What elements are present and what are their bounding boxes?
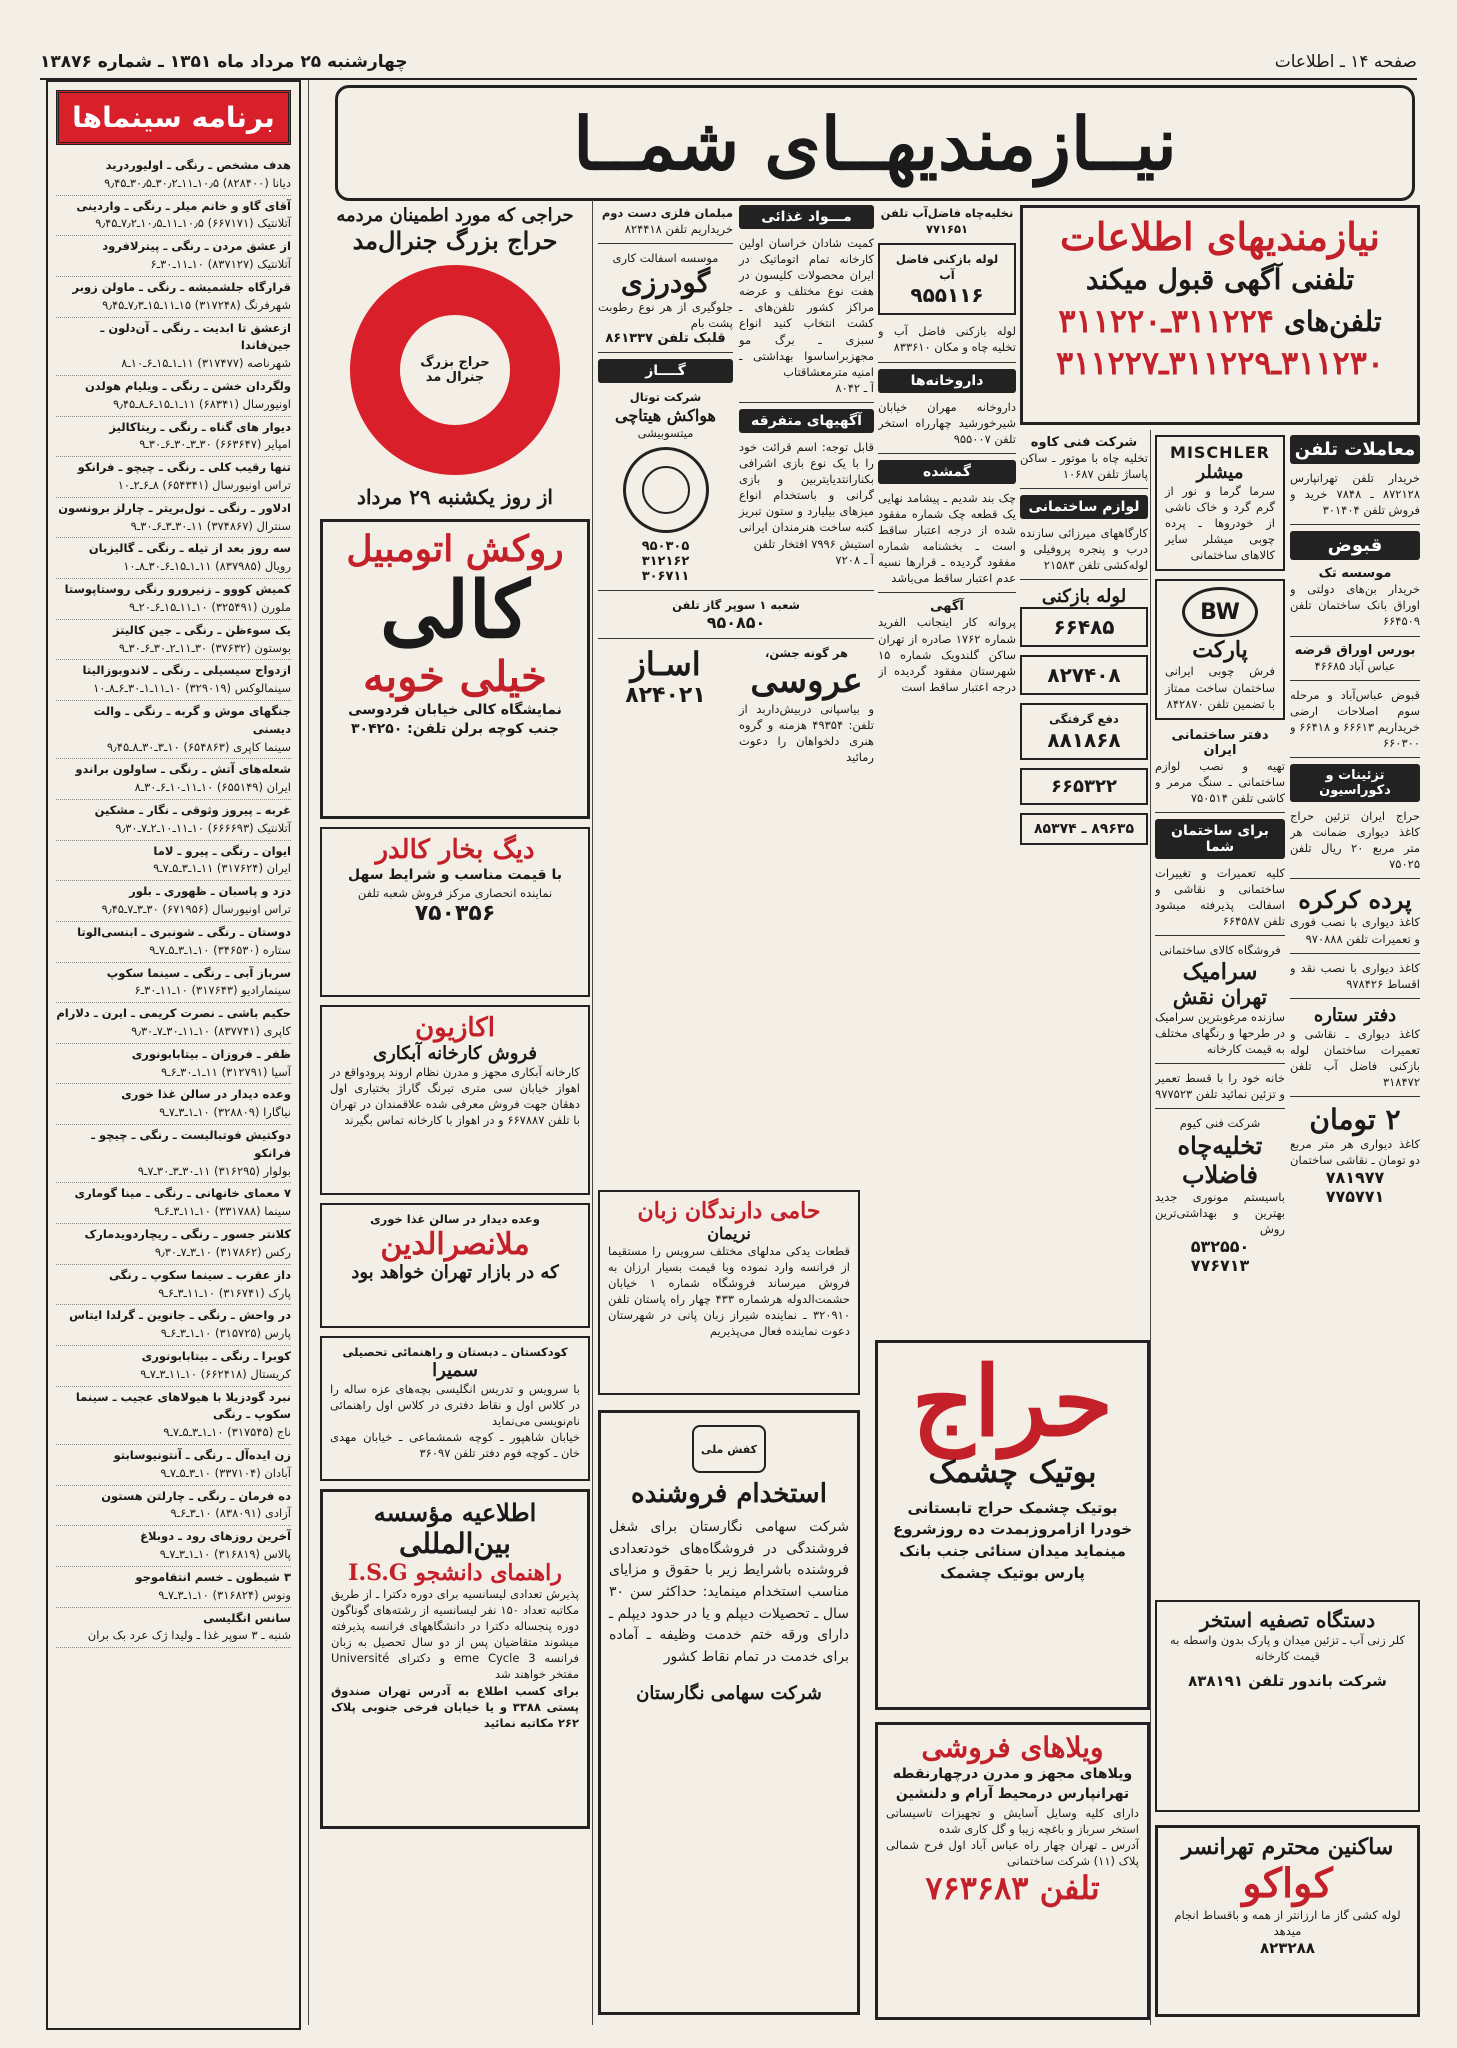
cinema-item-times: پارس (۳۱۵۷۲۵) ۱۰ـ۱ـ۳ـ۶ـ۹ <box>160 1326 291 1341</box>
cinema-item-times: سینما (۳۳۱۷۸۸) ۱۰ـ۱۱ـ۳ـ۶ـ۹ <box>154 1204 291 1219</box>
cinema-item-title: آقای گاو و خانم میلر ـ رنگی ـ واردینی <box>76 198 291 213</box>
cinema-item-times: سینمارادیو (۳۱۷۶۴۳) ۱۰ـ۱۱ـ۳۰ـ۶ <box>134 983 291 998</box>
section-banner <box>335 85 1415 201</box>
cinema-item-times: امپایر (۶۶۳۶۴۷) ۳۰ـ۳ـ۳۰ـ۶ـ۳۰ـ۹ <box>139 437 291 452</box>
cinema-item <box>56 1224 291 1265</box>
cinema-item-title: ادلاور ـ رنگی ـ نول‌بریتر ـ چارلز برونسون <box>58 500 291 515</box>
mischler-body: سرما گرما و نور از گرم گرد و خاک ناشی از خودروها ـ پرده چوبی میشلر سایر کالاهای ساختمانی <box>1165 484 1275 563</box>
fan-icon <box>623 447 709 533</box>
cinema-item <box>56 498 291 539</box>
calder-phone: ۷۵۰۳۵۶ <box>414 901 496 927</box>
rest-branch-title: شعبه ۱ سوپر گاز تلفن <box>672 597 800 612</box>
pipe5-phone: ۶۶۵۳۲۲ <box>1051 775 1117 797</box>
column-3 <box>878 205 1016 1465</box>
deco-header: تزئینات و دکوراسیون <box>1290 764 1420 802</box>
cinema-item-times: شنبه ـ ۳ سوپر غذا ـ ولیدا ژک عرد بک بران <box>87 1628 291 1643</box>
cinema-item-times: ایران (۶۵۵۱۴۹) ۱۰ـ۱۱ـ۱۰ـ۶ـ۳۰ـ۸ <box>134 780 291 795</box>
cinema-item <box>56 1387 291 1445</box>
boutique-sub: بوتیک چشمک <box>928 1454 1097 1490</box>
cinema-item <box>56 800 291 841</box>
pool-ad <box>1155 1600 1420 1820</box>
boutique-body: بوتیک چشمک حراج تابستانی خودرا ازامروزبمدت ده روزشروع مینماید میدان سنائی جنب بانک پارس بوتیک چشمک <box>892 1498 1133 1582</box>
kali-address2: جنب کوچه برلن تلفن: ۳۰۴۲۵۰ <box>351 721 559 738</box>
kindergarten-name: سمیرا <box>432 1360 478 1382</box>
cinema-item-title: زن ایده‌آل ـ رنگی ـ آنتونیوسابتو <box>113 1448 291 1462</box>
well-sub: شرکت فنی کیوم <box>1179 1115 1261 1130</box>
pipe4-phone: ۸۸۱۸۶۸ <box>1047 727 1121 752</box>
elephant-logo: کفش ملی <box>692 1425 766 1473</box>
cinema-title: برنامه سینماها <box>56 90 291 145</box>
cinema-item-title: غربه ـ پیروز وثوقی ـ نگار ـ مشکین <box>94 803 291 817</box>
build-header: برای ساختمان شما <box>1155 819 1285 859</box>
cinema-item-times: سنترال (۳۷۴۸۶۷) ۱۱ـ۳۰ـ۳ـ۶ـ۳۰ـ۹ <box>130 518 291 533</box>
food-body: کمیت شادان خراسان اولین کارخانه تمام اتوماتیک در ایران محصولات کلیسون در هفت نوع مختلف و عرضه مراکز کشور تلفن‌های ـ کشت انتخاب کنید انواع سبزی ـ برگ مو مجهزبراساسوا بهداشتی ـ امنیه مترمعشاقتاب <box>739 236 874 379</box>
cinema-item-title: دزد و پاسبان ـ ظهوری ـ بلور <box>129 884 291 899</box>
cinema-item-title: ازدواج سیسیلی ـ رنگی ـ لاندوبوزالیتا <box>82 663 291 678</box>
cinema-item-title: هدف مشخص ـ رنگی ـ اولیوردرید <box>105 158 291 172</box>
cinema-item-times: کریستال (۶۶۲۴۱۸) ۱۰ـ۱۱ـ۳ـ۷ـ۹ <box>140 1366 291 1381</box>
cinema-item-title: ۳ شیطون ـ خسم انتقاموجو <box>135 1569 291 1584</box>
cinema-item <box>56 1305 291 1346</box>
column-rule <box>592 200 593 2025</box>
cinema-item-title: سرباز آبی ـ رنگی ـ سینما سکوپ <box>106 965 291 980</box>
gas-phone-3: ۳۰۶۷۱۱ <box>641 568 690 584</box>
well-title2: فاضلاب <box>1181 1160 1259 1190</box>
parket-body: فرش چوبی ایرانی ساختمان ساخت ممتاز با تضمین تلفن ۸۴۲۸۷۰ <box>1165 664 1275 711</box>
cinema-item-title: تنها رقیب کلی ـ رنگی ـ چیچو ـ فرانکو <box>77 460 291 475</box>
ceramic-title: سرامیک <box>1182 958 1258 985</box>
cinema-item-times: ملورن (۳۲۵۴۹۱) ۱۰ـ۱۱ـ۱۵ـ۶ـ۲۰ـ۹ <box>129 599 291 614</box>
cinema-item <box>56 1003 291 1044</box>
boutique-title: حراج <box>912 1345 1113 1458</box>
cinema-item-times: تراس اونیورسال (۶۵۴۳۴۱) ۸ـ۶ـ۲ـ۱۰ <box>117 478 291 492</box>
cinema-item-title: شعله‌های آتش ـ رنگی ـ ساولون براندو <box>75 762 291 777</box>
banner-title: نیــازمندیهــای شمــا <box>573 100 1177 186</box>
villa-address: آدرس ـ تهران چهار راه عباس آباد اول فرح شمالی پلاک (۱۱) شرکت ساختمانی <box>886 1837 1139 1868</box>
pharma-body: داروخانه مهران خیابان شیرخورشید چهارراه استخر تلفن ۹۵۵۰۰۷ <box>878 399 1016 446</box>
cinema-item <box>56 1346 291 1387</box>
cinema-item-times: بوستون (۳۷۶۳۲) ۳۰ـ۱۱ـ۲ـ۳۰ـ۶ـ۳۰ـ۹ <box>118 640 291 655</box>
calder-brand: دیگ بخار کالدر <box>375 835 535 865</box>
cinema-item <box>56 417 291 458</box>
cinema-item-title: آخرین روزهای رود ـ دوبلاغ <box>140 1529 291 1544</box>
wall-body: کاغذ دیواری با نصب فوری و تعمیرات تلفن ۹۷۰۸۸۸ <box>1290 915 1420 946</box>
godarzi-top: موسسه اسفالت کاری <box>612 251 719 266</box>
cinema-item <box>56 196 291 237</box>
recruit-body: شرکت سهامی نگارستان برای شغل فروشندگی در فروشگاه‌های خودتعدادی فروشنده باشرایط زیر با حقوق و مزایای مناسب استخدام مینماید: حداکثر سن ۳۰ سال ـ تحصیلات دیپلم و یا در حدود دیپلم ـ دارای ورقه ختم خدمت وظیفه ـ آماده برای خدمت در تمام نقاط کشور <box>609 1519 849 1666</box>
cinema-item-times: ایران (۳۱۷۶۲۴) ۱۱ـ۱ـ۳ـ۵ـ۷ـ۹ <box>153 861 291 876</box>
star-title: دفتر ستاره <box>1313 1004 1397 1026</box>
cinema-item <box>56 1183 291 1224</box>
cards-header: قبوض <box>1290 531 1420 560</box>
furniture-phone: خریداریم تلفن ۸۲۴۴۱۸ <box>624 222 733 237</box>
cinema-item-times: نیاگارا (۳۲۸۸۰۹) ۱۰ـ۱ـ۳ـ۷ـ۹ <box>159 1105 291 1120</box>
cinema-column <box>46 80 301 2030</box>
cinema-item-times: اونیورسال (۶۸۳۴۱) ۱۱ـ۱ـ۱۵ـ۶ـ۸ـ۹٫۴۵ <box>112 396 291 411</box>
food-ref: آ ـ ۸۰۴۲ <box>835 380 874 395</box>
cinema-item-times: شهرناصه (۳۱۷۴۷۷) ۱۱ـ۱ـ۱۵ـ۶ـ۱۰ـ۸ <box>121 356 291 371</box>
cinema-item <box>56 1445 291 1486</box>
cinema-item-title: ولگردان خشن ـ رنگی ـ ویلیام هولدن <box>84 378 291 393</box>
school-title: حامی دارندگان زبان <box>637 1198 821 1224</box>
cinema-item-title: یک سوءظن ـ رنگی ـ جین کالیتز <box>112 622 291 637</box>
cinema-item-times: آسیا (۳۱۲۷۹۱) ۱۱ـ۱ـ۳۰ـ۶ـ۹ <box>161 1064 291 1079</box>
recruit-ad <box>598 1410 860 2025</box>
villa-ad <box>875 1722 1150 2027</box>
cinema-item <box>56 155 291 196</box>
house-body: تخلیه چاه با موتور ـ ساکن پاساژ تلفن ۱۰۶۸۷ <box>1020 451 1148 482</box>
cinema-item <box>56 841 291 882</box>
cinema-item-times: تراس اونیورسال (۶۷۱۹۵۶) ۳۰ـ۳ـ۷ـ۹٫۴۵ <box>101 902 291 917</box>
cinema-item-title: دوستان ـ رنگی ـ شونبری ـ ابنسی‌الوتا <box>77 924 291 939</box>
well-phone-1: ۵۳۲۵۵۰ <box>1190 1237 1250 1257</box>
asaz-phone: ۸۲۴۰۲۱ <box>625 682 706 708</box>
school-body: قطعات یدکی مدلهای مختلف سرویس را مستقیما از فرانسه وارد نموده وبا قیمت بسیار ارزان به فروش میرساند فروشگاه شماره ۱ خیابان حشمت‌الدوله هرشماره ۴۳۳ چهار راه پاستان تلفن ۳۲۰۹۱۰ ـ نماینده شیراز زبان پانی در شهرستان دعوت نماینده فعال می‌پذیریم <box>608 1244 851 1339</box>
bw-logo: BW <box>1182 587 1258 637</box>
akazion-sub: فروش کارخانه آبکاری <box>373 1043 537 1064</box>
rest-branch-phone: ۹۵۰۸۵۰ <box>706 612 766 632</box>
cinema-item <box>56 1608 291 1649</box>
calder-sub: با قیمت مناسب و شرایط سهل <box>348 867 562 883</box>
cinema-item <box>56 579 291 620</box>
cinema-item-times: رویال (۸۳۷۹۸۵) ۱۱ـ۱ـ۱۵ـ۶ـ۳۰ـ۸ـ۱۰ <box>123 559 291 574</box>
mullah-title: ملانصرالدین <box>380 1227 530 1263</box>
cinema-item <box>56 660 291 701</box>
kindergarten-address: خیابان شاهپور ـ کوچه شمشماعی ـ خیابان مهدی خان ـ کوچه فوم دفتر تلفن ۳۶۰۹۷ <box>330 1430 580 1461</box>
pool-title: دستگاه تصفیه استخر <box>1199 1608 1376 1632</box>
cinema-item-title: ۷ معمای خانهانی ـ رنگی ـ مینا گوماری <box>74 1186 291 1201</box>
harraj-footer: از روز یکشنبه ۲۹ مرداد <box>357 485 553 509</box>
toman-title: ۲ تومان <box>1309 1103 1401 1137</box>
iran-build-body: تهیه و نصب لوازم ساختمانی ـ سنگ مرمر و کاشی تلفن ۷۵۰۵۱۴ <box>1155 758 1285 805</box>
harraj-logo <box>350 265 560 475</box>
gas-phone-2: ۳۱۲۱۶۲ <box>641 553 690 569</box>
cinema-item-times: ونوس (۳۱۶۸۲۴) ۱۰ـ۱ـ۳ـ۷ـ۹ <box>158 1587 291 1602</box>
cinema-item-title: در واحش ـ رنگی ـ جانوین ـ گرلدا ایتاس <box>69 1308 291 1323</box>
cinema-item <box>56 376 291 417</box>
kindergarten-body: با سرویس و تدریس انگلیسی بچه‌های عزه ساله را در کلاس اول و نقاط دفتری در کلاس اول راهنمائی نام‌نویسی می‌نماید <box>330 1382 580 1429</box>
recruit-footer: شرکت سهامی نگارستان <box>636 1682 822 1704</box>
ceramic-store: فروشگاه کالای ساختمانی <box>1159 943 1281 958</box>
column-rule <box>308 80 309 2025</box>
misc-ref: آ ـ ۷۲۰۸ <box>835 552 874 567</box>
bourse-phone: عباس آباد ۴۶۶۸۵ <box>1314 658 1396 673</box>
cinema-item-title: دیوار های گناه ـ رنگی ـ ریتاکالیز <box>109 419 291 434</box>
cinema-item <box>56 1265 291 1306</box>
cinema-item-times: سینمالوکس (۳۲۹۰۱۹) ۱۰ـ۱۱ـ۱ـ۳۰ـ۶ـ۸ـ۱۰ <box>93 681 291 696</box>
wedding-body: و بیاسپانی دربیش‌داربد از تلفن: ۴۹۳۵۴ هزمنه و گروه هنری دلخواهان را دعوت رمائید <box>739 701 874 765</box>
notice-title: آگهی <box>930 599 964 615</box>
wedding-title: عروسی <box>750 660 863 701</box>
cinema-item-title: کوبرا ـ رنگی ـ بیتابابونوری <box>141 1348 291 1363</box>
page-header <box>40 52 1417 80</box>
mischler-logo: MISCHLER <box>1170 443 1270 462</box>
cinema-item-times: بولوار (۳۱۶۲۹۵) ۱۱ـ۳۰ـ۳ـ۳۰ـ۷ـ۹ <box>137 1163 291 1178</box>
villa-sub: ویلاهای مجهز و مدرن درچهارنقطه تهرانپارس درمحیط آرام و دلنشین <box>892 1766 1133 1803</box>
fan-title: هواکش هیتاچی <box>615 405 716 425</box>
lost-body: چک بند شدیم ـ پیشامد نهایی یک قطعه چک شماره مفقود شده از درجه اعتبار ساقط است ـ بخشنامه شماره مفقود گردیده ـ قرارها نسیه عدم اعتبار ساقط می‌باشد <box>878 490 1016 586</box>
pool-body: کلر زنی آب ـ تزئین میدان و پارک بدون واسطه به قیمت کارخانه <box>1170 1633 1405 1664</box>
isg-title: اطلاعیه مؤسسه <box>373 1498 537 1527</box>
cinema-item <box>56 1526 291 1567</box>
column-4 <box>1155 435 1285 1595</box>
cinema-item-title: ظفر ـ فروزان ـ بیتابابونوری <box>131 1046 291 1061</box>
kindergarten-title: کودکستان ـ دبستان و راهنمائی تحصیلی <box>342 1345 568 1359</box>
ceramic-title2: تهران نقش <box>1172 984 1268 1009</box>
cinema-item-title: دوکتیش فوتبالیست ـ رنگی ـ چیچو ـ فرانکو <box>91 1128 291 1160</box>
kavako-body: لوله کشی گاز ما ارزانتر از همه و باقساط انجام میدهد <box>1174 1908 1401 1939</box>
cinema-item-title: ده فرمان ـ رنگی ـ چارلتن هستون <box>101 1488 291 1503</box>
notice-body: پروانه کار اینجانب الفرید شماره ۱۷۶۲ صادره از تهران ساکن گلندویک شماره ۱۵ شهرستان مفقود گردیده از درجه اعتبار ساقط است <box>878 615 1016 694</box>
cinema-item-times: دیانا (۸۲۸۴۰۰) ۱۰٫۵ـ۱۱ـ۳۰٫۲ـ۳۰٫۵ـ۹٫۴۵ <box>104 175 291 190</box>
villa-phone: تلفن ۷۶۳۶۸۳ <box>925 1868 1100 1907</box>
pipe2-title: لوله بازکنی <box>1041 586 1127 608</box>
isg-title2: بین‌المللی <box>399 1527 511 1560</box>
cinema-item <box>56 922 291 963</box>
harraj-tagline: حراجی که مورد اطمینان مردمه <box>336 205 574 226</box>
kavako-brand: کواکو <box>1242 1860 1333 1907</box>
kavako-ad <box>1155 1825 1420 2025</box>
cinema-item-times: رکس (۳۱۷۸۶۲) ۱۰ـ۳ـ۷ـ۹٫۳۰ <box>154 1244 291 1259</box>
mullah-top: وعده دیدار در سالن غذا خوری <box>370 1212 540 1226</box>
date-issue: چهارشنبه ۲۵ مرداد ماه ۱۳۵۱ ـ شماره ۱۳۸۷۶ <box>40 52 408 72</box>
lost-header: گمشده <box>878 460 1016 484</box>
isg-body: پذیرش تعدادی لیسانسیه برای دوره دکترا ـ از طریق مکاتبه تعداد ۱۵۰ نفر لیسانسیه از رشته‌های گوناگون دوره پنجساله دکترا در دانشگاههای فرانسه پذیرفته میشوند متقاضیان پس از دو سال تحصیل به زبان فرانسه 3 eme Cycle و دکترای Université مفتخر خواهند شد <box>331 1587 579 1682</box>
ettelaat-phones-label: تلفن‌های <box>1283 304 1382 338</box>
cinema-item <box>56 236 291 277</box>
cinema-item <box>56 701 291 759</box>
akazion-title: اکازیون <box>415 1013 495 1043</box>
cinema-item-title: نبرد گودزیلا با هیولاهای عجیب ـ سینما سکوپ ـ رنگی <box>75 1389 291 1422</box>
cinema-item-title: سانس انگلیسی <box>203 1610 291 1625</box>
godarzi-body: جلوگیری از هر نوع رطوبت پشت بام <box>598 300 733 331</box>
pipe3-phone: ۸۲۷۴۰۸ <box>1047 663 1121 688</box>
harraj-title: حراج بزرگ جنرال‌مد <box>352 226 558 255</box>
cinema-item-title: از عشق مردن ـ رنگی ـ پیترلافرود <box>102 239 291 254</box>
well-body: باسیستم مونوری جدید بهترین و بهداشتی‌ترین روش <box>1155 1190 1285 1237</box>
cinema-item-times: آتلانتیک (۶۶۶۶۹۳) ۱۰ـ۱۱ـ۱۰ـ۲ـ۷ـ۹٫۳۰ <box>115 820 291 835</box>
column-rule <box>1150 430 1151 2025</box>
isg-title3: راهنمای دانشجو I.S.G <box>348 1560 562 1586</box>
cinema-item <box>56 963 291 1004</box>
mischler-fa: میشلر <box>1196 462 1244 483</box>
column-2 <box>320 205 590 2030</box>
cinema-item <box>56 318 291 376</box>
cinema-item-times: پالاس (۳۱۶۸۱۹) ۱۰ـ۱ـ۳ـ۷ـ۹ <box>159 1547 291 1562</box>
cards-title: موسسه تک <box>1318 566 1392 582</box>
fan-subtitle: میتسوبیشی <box>637 425 694 440</box>
wall-title: پرده کرکره <box>1298 885 1412 915</box>
cinema-item-times: آبادان (۳۳۷۱۰۴) ۱۰ـ۳ـ۵ـ۷ـ۹ <box>160 1465 291 1480</box>
cinema-item <box>56 620 291 661</box>
kali-brand: کالی <box>380 565 530 656</box>
furniture-title: مبلمان فلزی دست دوم <box>601 206 733 220</box>
ettelaat-phones-line2: ۳۱۱۲۳۰ـ۳۱۱۲۲۹ـ۳۱۱۲۲۷ <box>1055 344 1385 382</box>
leaks-ad: نخلیه‌چاه فاضل‌آب تلفن ۷۷۱۶۵۱ <box>880 206 1014 237</box>
misc-header: آگهیهای متفرقه <box>739 409 874 433</box>
lawazem-body: کارگاههای میرزائی سازنده درب و پنجره پروفیلی و لوله‌کشی تلفن ۲۱۵۸۳ <box>1020 526 1148 573</box>
cinema-item-title: جنگهای موش و گربه ـ رنگی ـ والت دیسنی <box>93 703 291 736</box>
godarzi-title: گودرزی <box>620 266 711 300</box>
harraj-logo-text: حراج بزرگ جنرال مد <box>400 315 510 425</box>
ettelaat-ad-box <box>1020 205 1420 435</box>
bourse-title: بورس اوراق قرضه <box>1294 642 1416 658</box>
cinema-item <box>56 1084 291 1125</box>
iran-build-title: دفتر ساختمانی ایران <box>1171 727 1269 758</box>
cinema-item-title: وعده دیدار در سالن غذا خوری <box>121 1087 291 1102</box>
food-header: مـــواد غذائی <box>739 205 874 229</box>
gas-header: گــــاز <box>598 359 733 383</box>
cinema-item-times: کاپری (۸۳۷۷۴۱) ۱۰ـ۱۱ـ۳۰ـ۷ـ۹٫۳۰ <box>131 1023 291 1038</box>
cinema-item-times: سینما کاپری (۶۵۴۸۶۳) ۱۰ـ۳ـ۳۰ـ۸ـ۹٫۴۵ <box>106 739 291 754</box>
cinema-item <box>56 759 291 800</box>
ettelaat-subtitle: تلفنی آگهی قبول میکند <box>1085 263 1355 296</box>
cinema-item-times: شهرفرنگ (۳۱۷۲۴۸) ۱۵ـ۱۱ـ۱۵ـ۷٫۳ـ۹٫۴۵ <box>102 297 291 312</box>
villa-body: دارای کلیه وسایل آسایش و تجهیزات تاسیساتی استخر سرباز و باغچه زیبا و گل کاری شده <box>886 1805 1139 1836</box>
cinema-item-title: ازعشق تا ابدیت ـ رنگی ـ آن‌دلون ـ جین‌فاندا <box>100 320 291 353</box>
phone-trades-header: معاملات تلفن <box>1290 435 1420 464</box>
house-repair-ad: خانه خود را با قسط تعمیر و تزئین نمائید تلفن ۹۷۷۵۲۳ <box>1155 1070 1285 1101</box>
cinema-item-title: کلانتر جسور ـ رنگی ـ ریچاردویدمارک <box>84 1227 291 1242</box>
house-title: شرکت فنی کاوه <box>1030 435 1138 450</box>
cinema-item-title: ایوان ـ رنگی ـ پیرو ـ لاما <box>153 843 291 858</box>
school-name: نریمان <box>707 1224 751 1243</box>
cinema-item-times: آتلانتیک (۸۳۷۱۲۷) ۱۰ـ۱۱ـ۳۰ـ۶ <box>150 257 291 272</box>
well-title: تخلیه‌چاه <box>1177 1131 1263 1161</box>
build-body: کلیه تعمیرات و تغییرات ساختمانی و نقاشی و اسفالت پذیرفته میشود تلفن ۶۶۴۵۸۷ <box>1155 866 1285 929</box>
kali-line3: خیلی خوبه <box>362 651 548 701</box>
toman-phone-2: ۷۷۵۷۷۱ <box>1325 1187 1385 1207</box>
ettelaat-phones-line1: ۳۱۱۲۲۴ـ۳۱۱۲۲۰ <box>1058 302 1274 340</box>
cinema-item <box>56 457 291 498</box>
asaz-title: اسـاز <box>630 644 701 683</box>
pool-phone: شرکت باندور تلفن ۸۳۸۱۹۱ <box>1188 1672 1387 1691</box>
lawazem-header: لوازم ساختمانی <box>1020 495 1148 519</box>
gas-phone-1: ۹۵۰۳۰۵ <box>641 538 690 554</box>
pipe6-phone: ۸۹۶۳۵ ـ ۸۵۳۷۴ <box>1033 820 1134 837</box>
cinema-item-times: ستاره (۳۴۶۵۳۰) ۱۰ـ۱ـ۳ـ۵ـ۷ـ۹ <box>149 942 291 957</box>
cinema-item-times: آتلانتیک (۶۶۷۱۷۱) ۱۰٫۵ـ۱۱ـ۱۰٫۵ـ۷٫۲ـ۹٫۴۵ <box>95 216 291 231</box>
deco-body: حراج ایران تزئین حراج کاغذ دیواری ضمانت هر متر مربع ۲۰ ریال تلفن ۷۵۰۲۵ <box>1290 809 1420 872</box>
cinema-item-title: قرارگاه جلشمیشه ـ رنگی ـ ماولن زوبر <box>72 279 291 294</box>
cinema-item <box>56 538 291 579</box>
ettelaat-title: نیازمندیهای اطلاعات <box>1060 214 1380 259</box>
cards-body: خریدار بن‌های دولتی و اوراق بانک ساختمان تلفن ۶۶۴۵۰۹ <box>1290 582 1420 629</box>
cinema-item <box>56 277 291 318</box>
school-ad <box>598 1190 860 1405</box>
ceramic-body: سازنده مرغوبترین سرامیک در طرحها و رنگهای مختلف به قیمت کارخانه <box>1155 1009 1285 1056</box>
water-title: دفع گرفتگی <box>1049 712 1119 727</box>
cinema-item <box>56 1044 291 1085</box>
wedding-top: هر گونه جشن، <box>764 645 849 660</box>
cinema-item-title: کمیش کووو ـ زنیرورو رنگی روستاپوستا <box>64 582 291 597</box>
isg-footer: برای کسب اطلاع به آدرس تهران صندوق پستی ۳۳۸۸ و یا خیابان فرخی جنوبی پلاک ۲۶۲ مکاتبه نمائید <box>331 1683 580 1730</box>
gas-brand: شرکت توتال <box>629 390 702 405</box>
cinema-item <box>56 1486 291 1527</box>
calder-note: نماینده انحصاری مرکز فروش شعبه تلفن <box>357 886 553 901</box>
toman-phone-1: ۷۸۱۹۷۷ <box>1325 1168 1385 1188</box>
akazion-body: کارخانه آبکاری مجهز و مدرن نظام اروند پرودواقع در اهواز خیابان سی متری تیرنگ گاراژ بختیاری اول دهقان جهت فروش معرفی شده علاقمندان در تهران با تلفن ۶۶۷۸۸۷ و در اهواز با کارخانه تماس بگیرند <box>330 1065 580 1128</box>
ghobooz-ad: قبوض عباس‌آباد و مرحله سوم اصلاحات ارضی خریداریم ۶۶۶۱۳ و ۶۶۴۱۸ و ۶۶۰۳۰۰ <box>1290 687 1420 750</box>
page-label: صفحه ۱۴ ـ اطلاعات <box>1274 52 1417 72</box>
pipe-phone: ۹۵۵۱۱۶ <box>910 283 984 308</box>
pipe-title: لوله بازکنی فاضل آب <box>895 252 999 283</box>
well-phone-2: ۷۷۶۷۱۳ <box>1190 1256 1250 1276</box>
cinema-item-times: ناج (۳۱۷۵۴۵) ۱۰ـ۱ـ۳ـ۵ـ۷ـ۹ <box>163 1425 291 1440</box>
cinema-item-title: سه روز بعد از تیله ـ رنگی ـ گالیزبان <box>88 541 291 556</box>
pipe2-phone: ۶۶۴۸۵ <box>1053 615 1115 640</box>
cinema-item <box>56 1567 291 1608</box>
phone-trades-body: خریدار تلفن تهرانپارس ۸۷۲۱۲۸ ـ ۷۸۴۸ خرید و فروش تلفن ۳۰۱۴۰۴ <box>1290 471 1420 518</box>
kali-address: نمایشگاه کالی خیابان فردوسی <box>348 701 562 718</box>
boutique-ad <box>875 1340 1150 1720</box>
column-2b <box>598 205 874 1205</box>
kavako-phone: ۸۲۳۲۸۸ <box>1260 1939 1315 1958</box>
wall-paper-ad: کاغذ دیواری با نصب نقد و اقساط ۹۷۸۴۲۶ <box>1290 960 1420 991</box>
cinema-item <box>56 881 291 922</box>
villa-title: ویلاهای فروشی <box>921 1731 1104 1764</box>
cinema-item-times: پارک (۳۱۶۷۴۱) ۱۰ـ۱۱ـ۳ـ۶ـ۹ <box>158 1285 291 1300</box>
cinema-list <box>56 155 291 1648</box>
godarzi-phone: قلبک تلفن ۸۶۱۳۳۷ <box>605 331 726 347</box>
toman-body: کاغذ دیواری هر متر مربع دو تومان ـ نقاشی ساختمان <box>1290 1137 1420 1168</box>
cinema-item-times: آزادی (۸۳۸۰۹۱) ۱۰ـ۳ـ۶ـ۹ <box>170 1506 291 1521</box>
pipe-sub: لوله بازکنی فاضل آب و تخلیه چاه و مکان ۸۳۳۶۱۰ <box>878 324 1016 355</box>
kali-line1: روکش اتومبیل <box>346 528 564 570</box>
column-3b <box>1020 435 1148 1335</box>
kavako-title: ساکنین محترم تهرانسر <box>1181 1834 1394 1860</box>
misc-body: قابل توجه: اسم قرائت خود را با یک نوع بازی اشرافی بکنارانتدیایتربین و بازی گرانی و باستخدام انواع میزهای بیلیارد و ستون تبریز کتبه ساخت هنرمندان ایرانی استیش ۷۹۹۶ افتخار تلفن <box>739 439 874 551</box>
pharma-header: داروخانه‌ها <box>878 369 1016 393</box>
cinema-item <box>56 1125 291 1183</box>
mullah-bottom: که در بازار تهران خواهد بود <box>351 1262 559 1284</box>
cinema-item-title: داز عقرب ـ سینما سکوپ ـ رنگی <box>109 1267 291 1282</box>
cinema-item-title: حکیم باشی ـ نصرت کریمی ـ ایرن ـ دلارام <box>56 1006 291 1021</box>
star-body: کاغذ دیواری ـ نقاشی و تعمیرات ساختمان لوله بازکنی فاضل آب تلفن ۳۱۸۴۷۲ <box>1290 1026 1420 1090</box>
recruit-title: استخدام فروشنده <box>631 1479 827 1509</box>
parket-title: پارکت <box>1192 637 1248 664</box>
